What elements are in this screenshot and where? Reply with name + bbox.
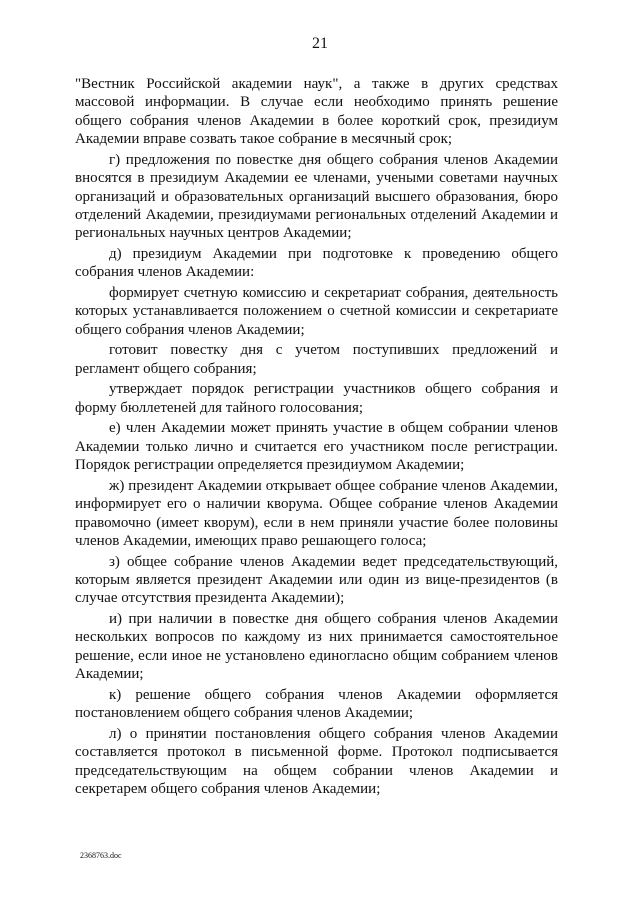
page-number: 21 (312, 35, 328, 52)
paragraph-subitem-agenda: готовит повестку дня с учетом поступивших предложений и регламент общего собрания; (75, 342, 558, 377)
paragraph-item-k: к) решение общего собрания членов Академии оформляется постановлением общего собрания членов Академии; (75, 686, 558, 722)
paragraph-item-d: д) президиум Академии при подготовке к проведению общего собрания членов Академии: (75, 246, 558, 281)
paragraph-item-l: л) о принятии постановления общего собрания членов Академии составляется протокол в письменной форме. Протокол подписывается председательствующим на общем собрании членов Академии и секретарем общего собрания членов Академии; (75, 725, 558, 798)
document-body (75, 75, 558, 801)
file-name-footer: 2368763.doc (80, 851, 122, 860)
paragraph-continuation: "Вестник Российской академии наук", а также в других средствах массовой информации. В случае если необходимо принять решение общего собрания членов Академии в более короткий срок, президиум Академии вправе созвать такое собрание в месячный срок; (75, 76, 558, 148)
paragraph-item-i: и) при наличии в повестке дня общего собрания членов Академии нескольких вопросов по каждому из них принимается самостоятельное решение, если иное не установлено единогласно общим собранием членов Академии; (75, 611, 558, 683)
paragraph-item-z: з) общее собрание членов Академии ведет председательствующий, которым является президент Академии или один из вице-президентов (в случае отсутствия президента Академии); (75, 553, 558, 607)
paragraph-item-g: г) предложения по повестке дня общего собрания членов Академии вносятся в президиум Академии ее членами, учеными советами научных организаций и образовательных организаций высшего образования, бюро отделений Академии, президиумами региональных отделений Академии и региональных научных центров Академии; (75, 151, 558, 242)
paragraph-subitem-registration: утверждает порядок регистрации участников общего собрания и форму бюллетеней для тайного голосования; (75, 381, 558, 416)
paragraph-item-zh: ж) президент Академии открывает общее собрание членов Академии, информирует его о наличии кворума. Общее собрание членов Академии правомочно (имеет кворум), если в нем приняли участие более половины членов Академии, имеющих право решающего голоса; (75, 477, 558, 550)
paragraph-subitem-counting-commission: формирует счетную комиссию и секретариат собрания, деятельность которых устанавливается положением о счетной комиссии и секретариате общего собрания членов Академии; (75, 285, 558, 338)
paragraph-item-e: е) член Академии может принять участие в общем собрании членов Академии только лично и считается его участником после регистрации. Порядок регистрации определяется президиумом Академии; (75, 420, 558, 474)
